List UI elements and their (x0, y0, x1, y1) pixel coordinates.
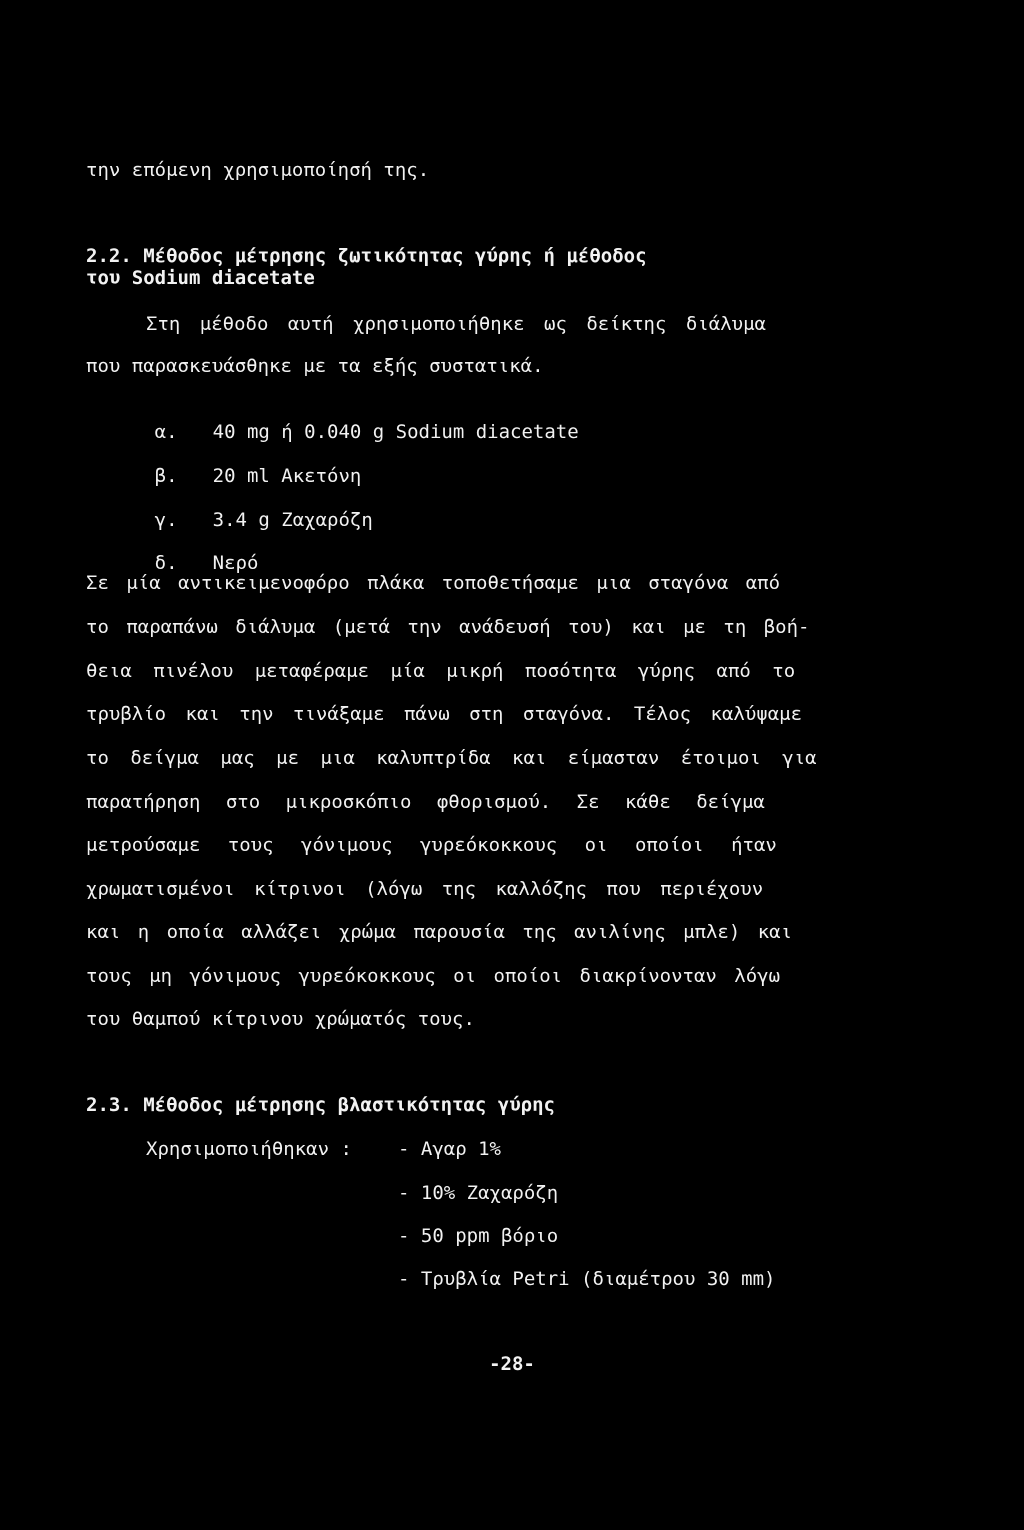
section-2-2-heading-line1: 2.2. Μέθοδος μέτρησης ζωτικότητας γύρης ή μέθοδος (86, 245, 647, 267)
ingredient-label: β. (154, 465, 178, 487)
paragraph-line: θεια πινέλου μεταφέραμε μία μικρή ποσότητα γύρης από το (86, 660, 796, 682)
paragraph-line: του θαμπού κίτρινου χρώματός τους. (86, 1008, 475, 1030)
ingredient-text: Νερό (212, 552, 259, 574)
paragraph-line: το παραπάνω διάλυμα (μετά την ανάδευσή του) και με τη βοή- (86, 616, 810, 638)
intro-line-1: Στη μέθοδο αυτή χρησιμοποιήθηκε ως δείκτης διάλυμα (146, 313, 766, 335)
ingredient-label: δ. (154, 552, 178, 574)
continued-line: την επόμενη χρησιμοποίησή της. (86, 159, 430, 181)
material-item: - 50 ppm βόριο (398, 1225, 559, 1247)
ingredient-label: γ. (154, 509, 178, 531)
paragraph-line: Σε μία αντικειμενοφόρο πλάκα τοποθετήσαμε μια σταγόνα από (86, 572, 781, 594)
material-item: - Αγαρ 1% (398, 1138, 501, 1160)
material-item: - Τρυβλία Petri (διαμέτρου 30 mm) (398, 1268, 776, 1290)
ingredient-text: 3.4 g Ζαχαρόζη (212, 509, 373, 531)
ingredient-text: 20 ml Ακετόνη (212, 465, 362, 487)
intro-line-2: που παρασκευάσθηκε με τα εξής συστατικά. (86, 355, 544, 377)
paragraph-line: τους μη γόνιμους γυρεόκοκκους οι οποίοι διακρίνονταν λόγω (86, 965, 781, 987)
paragraph-line: χρωματισμένοι κίτρινοι (λόγω της καλλόζης που περιέχουν (86, 878, 764, 900)
paragraph-line: μετρούσαμε τους γόνιμους γυρεόκοκκους οι οποίοι ήταν (86, 834, 777, 856)
section-2-2-heading-line2: του Sodium diacetate (86, 267, 315, 289)
section-2-3-heading: 2.3. Μέθοδος μέτρησης βλαστικότητας γύρης (86, 1094, 555, 1116)
paragraph-line: και η οποία αλλάζει χρώμα παρουσία της ανιλίνης μπλε) και (86, 921, 793, 943)
paragraph-line: το δείγμα μας με μια καλυπτρίδα και είμασταν έτοιμοι για (86, 747, 817, 769)
material-item: - 10% Ζαχαρόζη (398, 1182, 559, 1204)
used-label: Χρησιμοποιήθηκαν : (146, 1138, 352, 1160)
page-number: -28- (489, 1353, 535, 1375)
ingredient-label: α. (154, 421, 178, 443)
paragraph-line: τρυβλίο και την τινάξαμε πάνω στη σταγόνα. Τέλος καλύψαμε (86, 703, 803, 725)
ingredient-text: 40 mg ή 0.040 g Sodium diacetate (212, 421, 579, 443)
paragraph-line: παρατήρηση στο μικροσκόπιο φθορισμού. Σε κάθε δείγμα (86, 791, 765, 813)
